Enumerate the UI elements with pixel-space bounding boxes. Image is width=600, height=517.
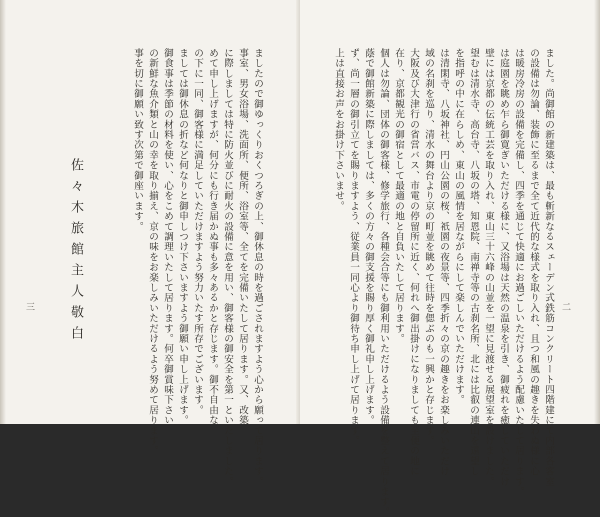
right-text-line-13: 蔭で御館新築に際しましては、多くの方々の御支援を賜り厚く御礼申し上げます。 — [363, 48, 374, 426]
left-page — [0, 0, 300, 487]
left-text-line-5: の下に一同、御客様に満足していただけますよう努力いたす所存でございます。 — [192, 48, 203, 416]
left-text-line-7: 御食事は季節の材料を使い、心をこめて調理いたして居ります。何卒御賞味下さい — [162, 48, 173, 426]
signature: 佐々木旅館主人敬白 — [68, 158, 83, 347]
right-edge-shadow — [594, 0, 600, 424]
right-text-line-3: は暖房冷房の設備を完備し、四季を通じて快適にお過ごしいただけるよう配慮いたして居ります。 — [513, 48, 524, 497]
right-text-line-15: 上は直接お声をお掛け下さいませ。 — [333, 48, 344, 212]
right-text-line-6: 望むは清水寺、高台寺、八坂の塔、知恩院、南禅寺等の古刹名所、北には比叡の連山を遠望し — [468, 48, 479, 477]
right-text-line-12: 個人は勿論、団体の御客様、修学旅行、各種会合等にも御利用いただけるよう設備を整えて居ります。 — [378, 48, 389, 517]
left-text-line-1: ましたので御ゆっくりおくつろぎの上、御休息の時を過ごされますよう心から願って居ります。 — [252, 48, 263, 487]
left-edge-shadow — [0, 0, 6, 424]
page-number-left: 三 — [26, 303, 36, 313]
page-number-right: 二 — [562, 303, 572, 313]
left-text-line-3: に際しましては特に防火並びに耐火の設備に意を用い、御客様の御安全を第一といたしました。 — [222, 48, 233, 487]
right-text-line-9: 域の名刹を巡り、清水の舞台より京の町並を眺めて往時を偲ぶのも一興かと存じます。 — [423, 48, 434, 446]
right-text-line-11: 在り、京都観光の御宿として最適の地と自負いたして居ります。 — [393, 48, 404, 344]
left-text-line-2: 事室、男女浴場、洗面所、便所、浴室等、全てを完備いたして居ります。又、改築 — [237, 48, 248, 426]
left-text-line-9: 事を切に御願い致す次第で御座います。 — [132, 48, 143, 232]
right-text-line-1: ました。尚御館の新建築は、最も斬新なるスェーデン式鉄筋コンクリート四階建にて内部各客室 — [543, 48, 554, 487]
right-text-line-10: 大阪及び大津行の省営バス、市電の停留所に近く、何れへ御出掛けになりましても至便の地に — [408, 48, 419, 477]
right-text-line-8: は清閑寺、八坂神社、円山公園の桜、祇園の夜景等、四季折々の京の趣きをお楽しみいただけ — [438, 48, 449, 477]
right-text-line-7: を指呼の中に在らしめ、東山の風情を居ながらにして楽しんでいただけます。 — [453, 48, 464, 405]
left-text-line-8: の新鮮な魚介類と山の幸を取り揃え、京の味をお楽しみいただけるよう努めて居ります。 — [147, 48, 158, 456]
right-text-line-5: 壁には京都の伝統工芸を取り入れ、東山三十六峰の山並を一望に見渡せる展望室を設けました。 — [483, 48, 494, 487]
right-text-line-4: は庭園を眺め乍ら御寛ぎいただける様に、又浴場は天然の温泉を引き、御疲れを癒していただけ — [498, 48, 509, 487]
right-text-line-2: の設備は勿論、装飾に至るまで全て近代的な様式を取り入れ、且つ和風の趣きを失わぬ様に心 — [528, 48, 539, 477]
right-page — [300, 0, 600, 517]
left-text-line-4: めて申し上げますが、何分にも行き届かぬ事も多々あるかと存じます。御不自由な — [207, 48, 218, 426]
right-text-line-14: ず、尚一層の御引立てを賜りますよう、従業員一同心より御待ち申し上げて居ります。 — [348, 48, 359, 446]
left-text-line-6: ましては御休息の折など何なりと御申しつけ下さいますよう御願い申し上げます。 — [177, 48, 188, 426]
